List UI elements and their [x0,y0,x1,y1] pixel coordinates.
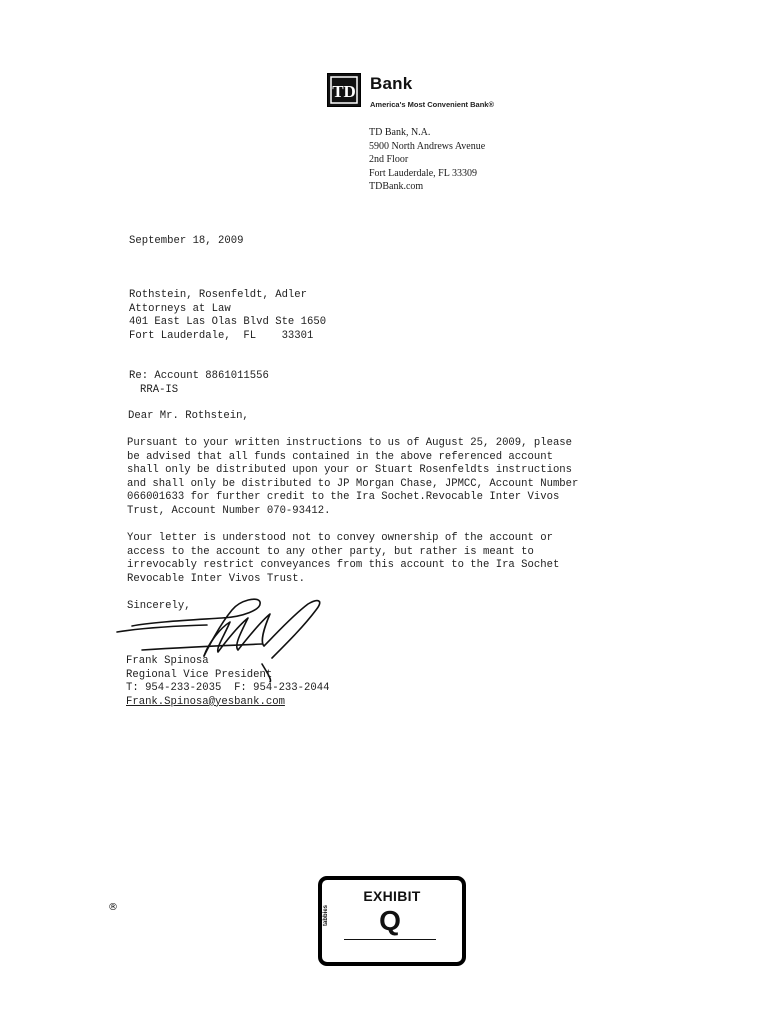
logo-text: TD [332,82,356,101]
recipient-line: Attorneys at Law [129,302,231,315]
paragraph-line: access to the account to any other party, but rather is meant to [127,545,534,558]
paragraph-line: be advised that all funds contained in the above referenced account [127,450,553,463]
paragraph-line: 066001633 for further credit to the Ira Sochet.Revocable Inter Vivos [127,491,560,504]
paragraph-line: irrevocably restrict conveyances from this account to the Ira Sochet [127,559,560,572]
signer-email[interactable]: Frank.Spinosa@yesbank.com [126,695,285,708]
address-line: 5900 North Andrews Avenue [369,140,486,152]
exhibit-sticker [318,876,466,966]
paragraph-line: Your letter is understood not to convey ownership of the account or [127,532,553,544]
recipient-line: Rothstein, Rosenfeldt, Adler [129,289,308,301]
letter-date: September 18, 2009 [129,235,244,247]
registered-mark-icon: ® [108,902,118,913]
re-account: Re: Account 8861011556 [129,370,269,382]
paragraph-line: Revocable Inter Vivos Trust. [127,572,306,585]
exhibit-title: EXHIBIT [363,888,421,904]
address-line: 2nd Floor [369,154,409,165]
bank-tagline: America's Most Convenient Bank® [370,100,495,109]
address-line: TDBank.com [369,181,424,192]
exhibit-letter: Q [379,905,401,936]
signer-title: Regional Vice President [126,668,273,681]
td-logo [327,73,361,107]
address-line: Fort Lauderdale, FL 33309 [369,167,477,179]
re-line [129,370,269,397]
recipient-line: Fort Lauderdale, FL 33301 [129,329,314,342]
recipient-line: 401 East Las Olas Blvd Ste 1650 [129,316,327,328]
closing: Sincerely, [127,600,191,612]
bank-name: Bank [370,74,413,93]
paragraph-line: shall only be distributed upon your or Stuart Rosenfeldts instructions [127,464,573,477]
recipient-block [129,289,326,343]
signature-block [126,655,329,709]
exhibit-underline [344,939,436,940]
body-paragraph-2 [127,532,559,586]
exhibit-vertical-text: tabbies [323,904,329,926]
paragraph-line: Trust, Account Number 070-93412. [127,504,331,517]
salutation: Dear Mr. Rothstein, [128,410,249,422]
signer-phones: T: 954-233-2035 F: 954-233-2044 [126,682,330,695]
body-paragraph-1 [127,437,578,519]
paragraph-line: Pursuant to your written instructions to us of August 25, 2009, please [127,437,573,449]
re-reference: RRA-IS [140,383,179,396]
bank-address [369,126,485,194]
address-line: TD Bank, N.A. [369,127,431,138]
paragraph-line: and shall only be distributed to JP Morgan Chase, JPMCC, Account Number [127,477,579,490]
signer-name: Frank Spinosa [126,655,209,667]
